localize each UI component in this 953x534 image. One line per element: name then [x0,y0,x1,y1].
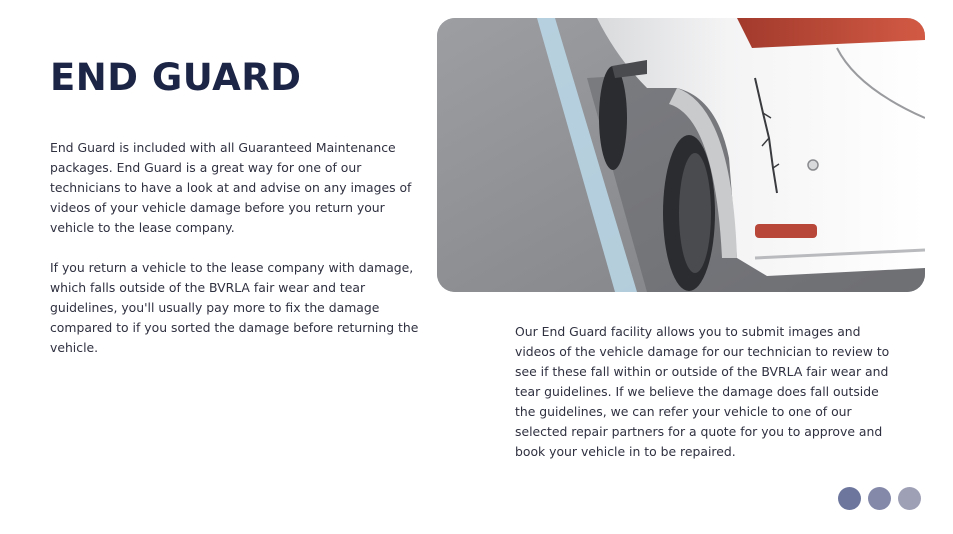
warning-paragraph: If you return a vehicle to the lease company with damage, which falls outside of the BVRLA fair wear and tear guidelines, you'll usually pay more to fix the damage compared to if you sorted the damage before returning the vehicle. [50,260,419,355]
facility-paragraph: Our End Guard facility allows you to submit images and videos of the vehicle damage for our technician to review to see if these fall within or outside of the BVRLA fair wear and tear guidelines. If we believe the damage does fall outside the guidelines, we can refer your vehicle to one of our selected repair partners for a quote for you to approve and book your vehicle in to be repaired. [515,324,890,459]
damaged-car-photo [437,18,925,292]
pagination-dot-2 [868,487,891,510]
pagination-dot-1 [838,487,861,510]
slide-title: END GUARD [50,56,302,99]
pagination-dot-3 [898,487,921,510]
pagination-dots [838,487,921,510]
intro-paragraph: End Guard is included with all Guaranteed Maintenance packages. End Guard is a great way for one of our technicians to have a look at and advise on any images of videos of your vehicle damage before you return your vehicle to the lease company. [50,140,412,235]
